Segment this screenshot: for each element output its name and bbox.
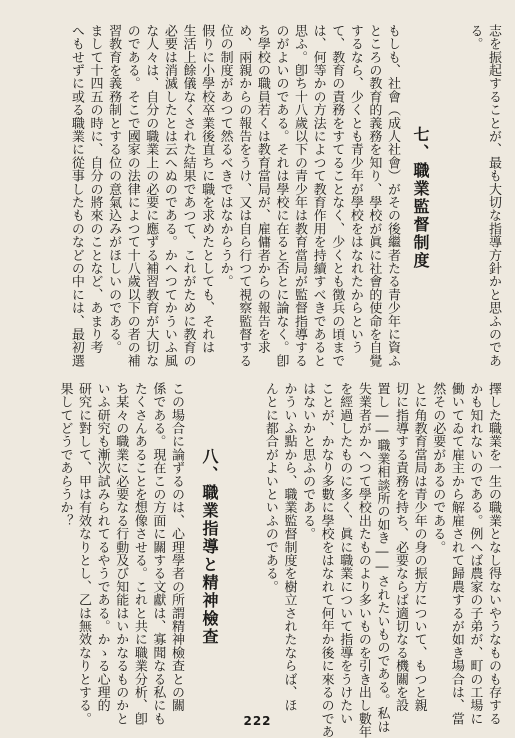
section-7-line: 必要は消滅したとは云へぬのである。かへつてかういふ風 [161, 24, 177, 368]
continued-line: かも知れないのである。例へば農家の子弟が、町の工場に [467, 382, 483, 726]
section-8-line: 研究に對して、甲は有效なりとし、乙は無效なりとする。 [76, 382, 92, 726]
section-7-line: のである。そこで國家の法律によつて十八歲以下の者の補 [124, 24, 140, 368]
section-7-line: 位の制度があつて然るべきではなからうか。 [217, 24, 233, 288]
section-7-line: まして十四五の時に、自分の將來のことなど、あまり考 [87, 24, 103, 354]
section-8-line: この場合に論ずるのは、心理學者の所謂精神檢查との關 [169, 382, 184, 712]
section-7-line: のがよいのである。それは學校に在ると否とに論なく。卽 [273, 24, 289, 368]
section-7-line: もしも、社會（成人社會）がその後繼者たる青少年に資ふ [385, 24, 400, 368]
section-7-line: 假りに小學校卒業後直ちに職を求めたとしても、それは [199, 24, 215, 354]
page-number: 222 [243, 714, 272, 728]
section-8-line: 係である。現在この方面に關する文獻は、寡聞なる私にも [150, 382, 166, 726]
continued-line: とに角教育當局は青少年の身の振方について、もつと親 [411, 382, 427, 712]
continued-line: ことが、かなり多數に學校をはなれて何年か後に來るのであ [318, 382, 334, 738]
section-8-line: 果してどうであらうか？ [57, 382, 73, 528]
lower-continued-text [260, 382, 502, 738]
continued-line: かういふ點から、職業監督制度を樹立されたならば、ほ [281, 382, 297, 712]
section-7-line: 習教育を義務制とする位の意氣込みがほしいのである。 [106, 24, 122, 354]
section-7-line: て、教育の責務をすてることなく、少くとも徴兵の頃まで [329, 24, 345, 368]
section-8-line: いふ研究も漸次試みられてるやうである。かゝる心理的 [94, 382, 110, 712]
section-7-line: ところの教育的義務を知り、學校が眞に社會的使命を自覺 [366, 24, 382, 368]
continued-line: 擇した職業を一生の職業となし得ないやうなものも存する [486, 382, 501, 726]
continued-line: を經過したものに多く、眞に職業について指導をうけたい [337, 382, 353, 726]
section-7-line: な人々は、自分の職業上の必要に應ずる補習教育が大切な [143, 24, 159, 368]
continued-line: 然その必要があるのである。 [430, 382, 446, 554]
continued-line: はないかと思ふのである。 [300, 382, 316, 541]
upper-intro-text [465, 24, 502, 368]
continued-line: 置し――職業相談所の如き――されたいものである。私は [374, 382, 390, 734]
section-8-heading: 八、職業指導と精神檢查 [200, 448, 219, 646]
section-7-body [66, 24, 401, 368]
section-8-body [55, 382, 185, 726]
section-8-line: ち某々の職業に必要なる行動及び知能はいかなるものかと [113, 382, 129, 726]
continued-line: んとに都合がよいといふのである。 [262, 382, 278, 594]
section-7-line: は、何等かの方法によつて教育作用を持續すべきであると [310, 24, 326, 368]
section-7-line: 生活上餘儀なくされた結果であつて、これがために教育の [180, 24, 196, 368]
section-7-line: め、兩親からの報告をうけ、又は自ら行つて視察監督する [236, 24, 252, 368]
continued-line: 切に指導する責務を持ち、必要ならば適切なる機關を設 [393, 382, 409, 712]
section-8-line: たくさんあることを想像させる。これと共に職業分析、卽 [131, 382, 147, 726]
intro-line: 志を振起することが、最も大切な指導方針かと思ふのであ [486, 24, 501, 368]
continued-line: 働いてゐて雇主から解雇されて歸農するが如き場合は、當 [448, 382, 464, 726]
section-7-heading: 七、職業監督制度 [411, 126, 430, 270]
intro-line: る。 [467, 24, 483, 51]
section-7-line: へもせずに或る職業に從事したものなどの中には、最初選 [68, 24, 84, 368]
continued-line: 失業者がかへつて學校出たものより多いものを引き出し數年 [355, 382, 371, 738]
section-7-line: 思ふ。卽ち十八歲以下の青少年は教育當局が監督指導する [292, 24, 308, 368]
section-7-line: ち學校の職員若くは教育當局が、雇傭者からの報告を求 [254, 24, 270, 354]
section-7-line: するなら、少くとも青少年が學校をはなれたからという [347, 24, 363, 354]
